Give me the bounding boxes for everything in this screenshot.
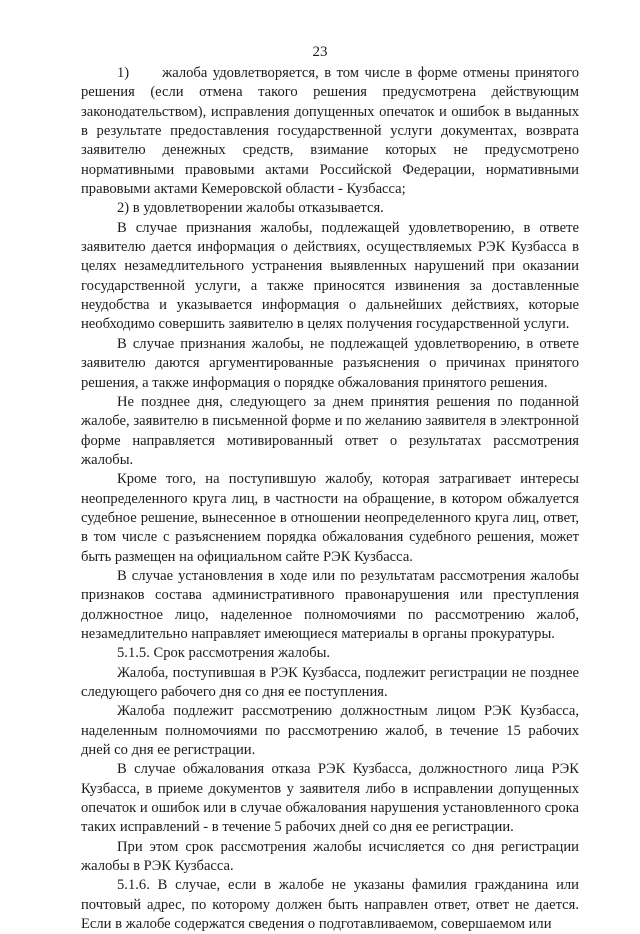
paragraph-term-start: При этом срок рассмотрения жалобы исчисляется со дня регистрации жалобы в РЭК Кузбасса. (81, 838, 579, 875)
paragraph-reasoned-answer: Не позднее дня, следующего за днем принятия решения по поданной жалобе, заявителю в письменной форме и по желанию заявителя в электронной форме направляется мотивированный ответ о результатах рассмотрения жалобы. (81, 393, 579, 468)
paragraph-review-term: Жалоба подлежит рассмотрению должностным лицом РЭК Кузбасса, наделенным полномочиями по рассмотрению жалоб, в течение 15 рабочих дней со дня ее регистрации. (81, 703, 579, 759)
paragraph-rejected-response: В случае признания жалобы, не подлежащей удовлетворению, в ответе заявителю даются аргументированные разъяснения о причинах принятого решения, а также информация о порядке обжалования принятого решения. (81, 335, 579, 391)
section-5-1-6: 5.1.6. В случае, если в жалобе не указаны фамилия гражданина или почтовый адрес, по которому должен быть направлен ответ, ответ не дается. Если в жалобе содержатся сведения о подготавливаемом, совершаемом или (81, 877, 579, 933)
paragraph-prosecution: В случае установления в ходе или по результатам рассмотрения жалобы признаков состава административного правонарушения или преступления должностное лицо, наделенное полномочиями по рассмотрению жалоб, незамедлительно направляет имеющиеся материалы в органы прокуратуры. (81, 567, 579, 642)
paragraph-refusal-term: В случае обжалования отказа РЭК Кузбасса, должностного лица РЭК Кузбасса, в приеме документов у заявителя либо в исправлении допущенных опечаток и ошибок или в случае обжалования нарушения установленного срока таких исправлений - в течение 5 рабочих дней со дня ее регистрации. (81, 761, 579, 836)
paragraph-registration: Жалоба, поступившая в РЭК Кузбасса, подлежит регистрации не позднее следующего рабочего дня со дня ее поступления. (81, 664, 579, 700)
paragraph-satisfied-response: В случае признания жалобы, подлежащей удовлетворению, в ответе заявителю дается информация о действиях, осуществляемых РЭК Кузбасса в целях незамедлительного устранения выявленных нарушений при оказании государственной услуги, а также приносятся извинения за доставленные неудобства и указывается информация о дальнейших действиях, которые необходимо совершить заявителю в целях получения государственной услуги. (81, 219, 579, 333)
paragraph-complaint-satisfied: 1) жалоба удовлетворяется, в том числе в форме отмены принятого решения (если отмена такого решения предусмотрена действующим законодательством), исправления допущенных опечаток и ошибок в выданных в результате предоставления государственной услуги документах, возврата заявителю денежных средств, взимание которых не предусмотрено нормативными правовыми актами Российской Федерации, нормативными правовыми актами Кемеровской области - Кузбасса; (81, 65, 579, 198)
paragraph-complaint-rejected: 2) в удовлетворении жалобы отказывается. (117, 200, 384, 217)
document-body (81, 64, 579, 934)
section-heading-5-1-5: 5.1.5. Срок рассмотрения жалобы. (117, 645, 331, 662)
page-number: 23 (312, 44, 328, 60)
paragraph-public-interest: Кроме того, на поступившую жалобу, которая затрагивает интересы неопределенного круга лиц, в частности на обращение, в котором обжалуется судебное решение, вынесенное в отношении неопределенного круга лиц, ответ, в том числе с разъяснением порядка обжалования судебного решения, может быть размещен на официальном сайте РЭК Кузбасса. (81, 471, 579, 565)
